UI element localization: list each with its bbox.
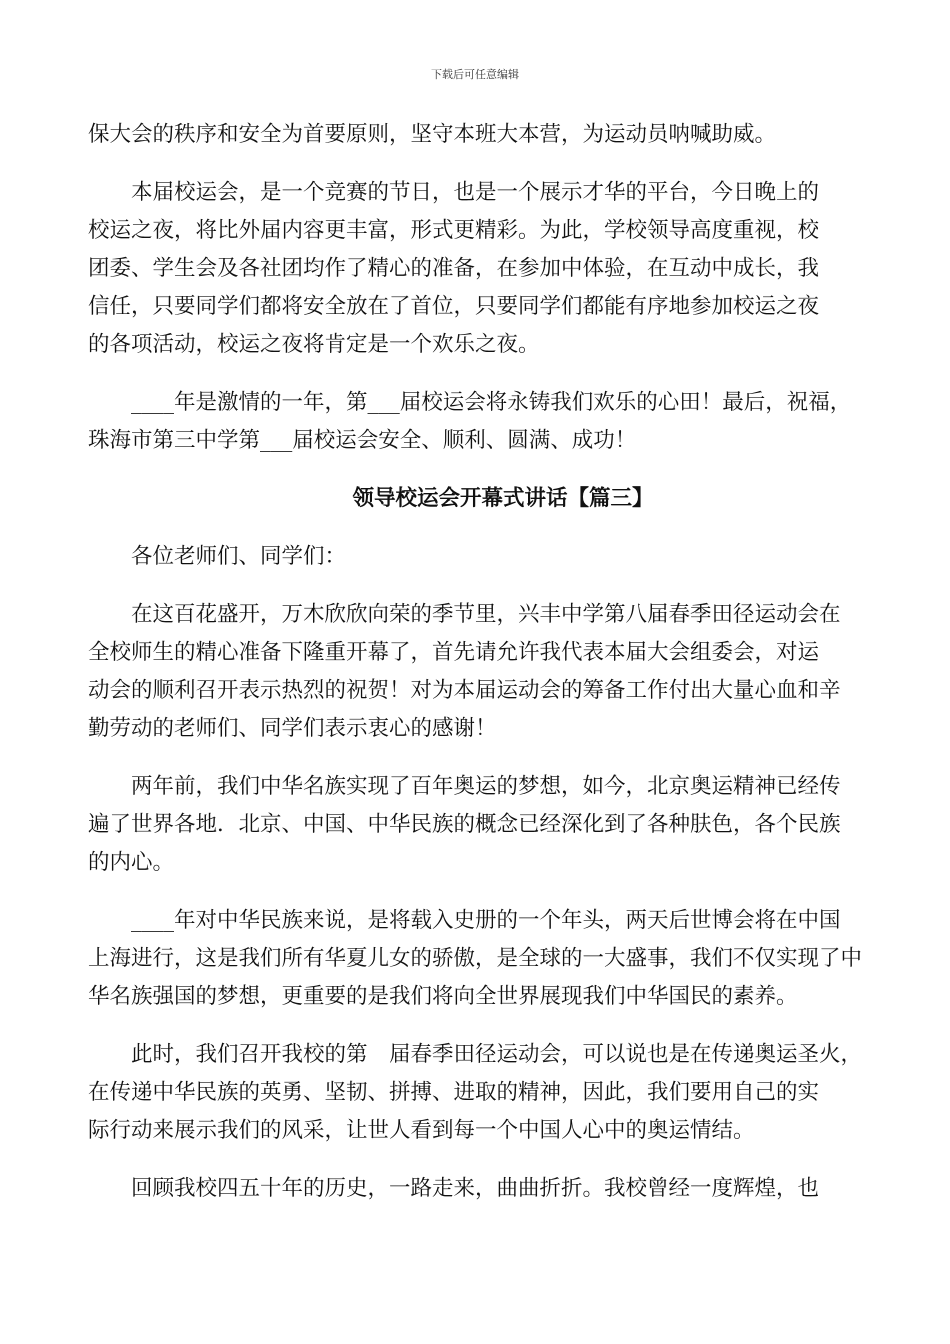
section-heading: 领导校运会开幕式讲话【篇三】 — [352, 486, 654, 511]
text-line: 上海进行，这是我们所有华夏儿女的骄傲，是全球的一大盛事，我们不仅实现了中 — [88, 946, 863, 971]
paragraph-gap — [88, 576, 878, 596]
paragraph-gap — [88, 364, 878, 384]
paragraph-gap — [88, 460, 878, 480]
text-line: 在传递中华民族的英勇、坚韧、拼搏、进取的精神，因此，我们要用自己的实 — [88, 1080, 820, 1105]
text-line: 本届校运会，是一个竞赛的节日，也是一个展示才华的平台，今日晚上的 — [88, 180, 820, 205]
paragraph-gap — [88, 882, 878, 902]
paragraph-gap — [88, 1150, 878, 1170]
text-line: 遍了世界各地．北京、中国、中华民族的概念已经深化到了各种肤色，各个民族 — [88, 812, 841, 837]
paragraph — [88, 116, 878, 154]
paragraphs-top — [88, 116, 878, 480]
paragraph-gap — [88, 1208, 878, 1228]
text-line: 各位老师们、同学们： — [88, 544, 347, 569]
paragraph — [88, 1170, 878, 1208]
heading-gap — [88, 518, 878, 538]
text-line: 此时，我们召开我校的第 届春季田径运动会，可以说也是在传递奥运圣火， — [88, 1042, 863, 1067]
text-line: 华名族强国的梦想，更重要的是我们将向全世界展现我们中华国民的素养。 — [88, 984, 798, 1009]
text-line: 两年前，我们中华名族实现了百年奥运的梦想，如今，北京奥运精神已经传 — [88, 774, 841, 799]
text-line: 的内心。 — [88, 850, 175, 875]
paragraph — [88, 768, 878, 882]
text-line: 珠海市第三中学第___届校运会安全、顺利、圆满、成功！ — [88, 428, 637, 453]
paragraph-gap — [88, 1016, 878, 1036]
text-line: 校运之夜，将比外届内容更丰富，形式更精彩。为此，学校领导高度重视，校 — [88, 218, 820, 243]
text-line: 勤劳动的老师们、同学们表示衷心的感谢！ — [88, 716, 497, 741]
document-body — [88, 116, 878, 1228]
paragraph — [88, 902, 878, 1016]
paragraph-gap — [88, 748, 878, 768]
text-line: ____年对中华民族来说，是将载入史册的一个年头，两天后世博会将在中国 — [88, 908, 841, 933]
paragraph — [88, 1036, 878, 1150]
text-line: 回顾我校四五十年的历史，一路走来，曲曲折折。我校曾经一度辉煌，也 — [88, 1176, 820, 1201]
text-line: 全校师生的精心准备下隆重开幕了，首先请允许我代表本届大会组委会，对运 — [88, 640, 820, 665]
text-line: 保大会的秩序和安全为首要原则，坚守本班大本营，为运动员呐喊助威。 — [88, 122, 777, 147]
text-line: 团委、学生会及各社团均作了精心的准备，在参加中体验，在互动中成长，我 — [88, 256, 820, 281]
paragraph — [88, 174, 878, 364]
paragraph-gap — [88, 154, 878, 174]
text-line: 动会的顺利召开表示热烈的祝贺！对为本届运动会的筹备工作付出大量心血和辛 — [88, 678, 841, 703]
text-line: 际行动来展示我们的风采，让世人看到每一个中国人心中的奥运情结。 — [88, 1118, 755, 1143]
paragraph — [88, 538, 878, 576]
paragraph — [88, 384, 878, 460]
text-line: 的各项活动，校运之夜将肯定是一个欢乐之夜。 — [88, 332, 540, 357]
text-line: 在这百花盛开，万木欣欣向荣的季节里，兴丰中学第八届春季田径运动会在 — [88, 602, 841, 627]
text-line: 信任，只要同学们都将安全放在了首位，只要同学们都能有序地参加校运之夜 — [88, 294, 820, 319]
text-line: ____年是激情的一年，第___届校运会将永铸我们欢乐的心田！最后，祝福， — [88, 390, 852, 415]
paragraph — [88, 596, 878, 748]
paragraphs-bottom — [88, 538, 878, 1228]
page-header-note: 下载后可任意编辑 — [431, 68, 519, 81]
